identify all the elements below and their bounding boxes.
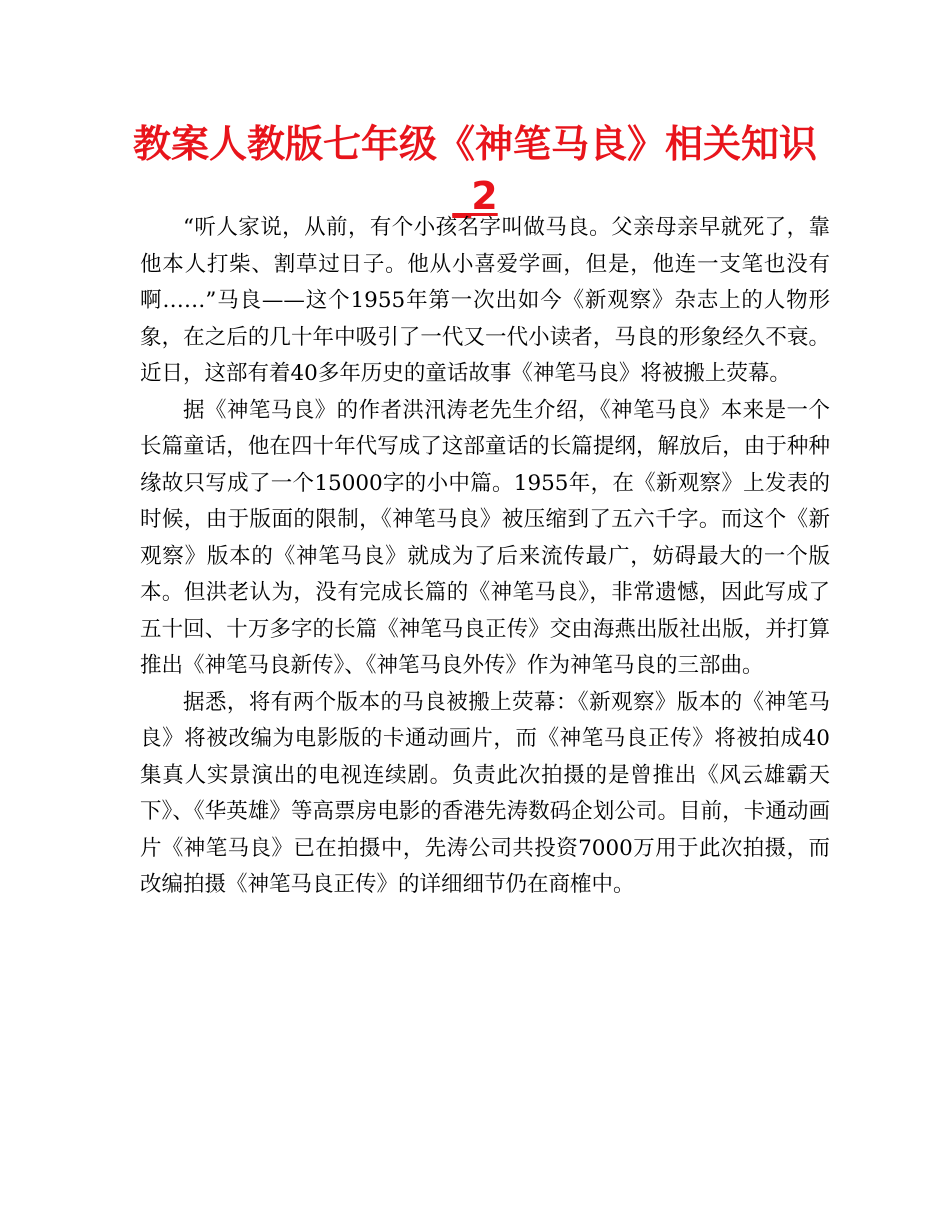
paragraph-1: “听人家说，从前，有个小孩名字叫做马良。父亲母亲早就死了，靠他本人打柴、割草过日子。他从小喜爱学画，但是，他连一支笔也没有啊……”马良——这个1955年第一次出如今《新观察》杂志上的人物形象，在之后的几十年中吸引了一代又一代小读者，马良的形象经久不衰。近日，这部有着40多年历史的童话故事《神笔马良》将被搬上荧幕。 [140, 215, 830, 386]
paragraph-3: 据悉，将有两个版本的马良被搬上荧幕：《新观察》版本的《神笔马良》将被改编为电影版的卡通动画片，而《神笔马良正传》将被拍成40集真人实景演出的电视连续剧。负责此次拍摄的是曾推出《风云雄霸天下》、《华英雄》等高票房电影的香港先涛数码企划公司。目前，卡通动画片《神笔马良》已在拍摄中，先涛公司共投资7000万用于此次拍摄，而改编拍摄《神笔马良正传》的详细细节仍在商榷中。 [140, 689, 830, 897]
document-title-main: 教案人教版七年级《神笔马良》相关知识 [132, 122, 817, 166]
paragraph-2: 据《神笔马良》的作者洪汛涛老先生介绍，《神笔马良》本来是一个长篇童话，他在四十年代写成了这部童话的长篇提纲，解放后，由于种种缘故只写成了一个15000字的小中篇。1955年，在《新观察》上发表的时候，由于版面的限制，《神笔马良》被压缩到了五六千字。而这个《新观察》版本的《神笔马良》就成为了后来流传最广，妨碍最大的一个版本。但洪老认为，没有完成长篇的《神笔马良》，非常遗憾，因此写成了五十回、十万多字的长篇《神笔马良正传》交由海燕出版社出版，并打算推出《神笔马良新传》、《神笔马良外传》作为神笔马良的三部曲。 [140, 397, 830, 678]
document-title [120, 118, 830, 222]
document-body [140, 210, 830, 904]
document-title-suffix: _2 [452, 174, 498, 218]
